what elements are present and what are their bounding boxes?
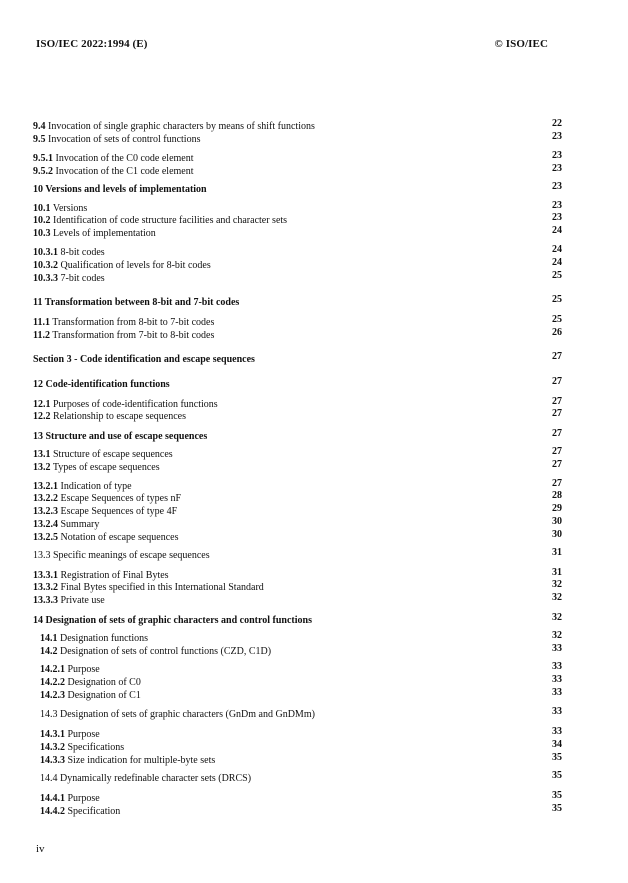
toc-entry[interactable] [33,378,170,391]
toc-title: Designation of sets of control functions (CZD, C1D) [60,646,272,657]
toc-entry[interactable] [33,549,210,562]
toc-section-number: 9.5.2 [33,166,53,177]
toc-section-number: 14.1 [40,633,58,644]
toc-section-number: 10.1 [33,203,51,214]
toc-title: 10 Versions and levels of implementation [33,184,207,195]
toc-page-number: 25 [552,314,562,325]
toc-entry[interactable] [33,448,173,461]
toc-title: Section 3 - Code identification and escape sequences [33,354,255,365]
toc-entry[interactable] [33,353,255,366]
toc-title: Invocation of the C1 code element [55,166,194,177]
toc-row [0,676,628,689]
toc-title: Invocation of sets of control functions [48,134,201,145]
toc-page-number: 23 [552,212,562,223]
toc-title: Structure of escape sequences [53,449,173,460]
toc-entry[interactable] [33,183,207,196]
toc-section-number: 9.5 [33,134,46,145]
toc-section-number: 13.3.1 [33,570,58,581]
toc-entry[interactable] [33,214,287,227]
toc-section-number: 13.2.1 [33,481,58,492]
toc-section-number: 14.4.1 [40,793,65,804]
toc-page-number: 32 [552,612,562,623]
toc-title: 13 Structure and use of escape sequences [33,431,208,442]
toc-page-number: 25 [552,294,562,305]
toc-entry[interactable] [33,614,312,627]
toc-title: Escape Sequences of type 4F [60,506,178,517]
toc-row [0,410,628,423]
toc-page-number: 27 [552,376,562,387]
toc-page-number: 23 [552,131,562,142]
toc-title: Purpose [67,793,100,804]
toc-row [0,518,628,531]
toc-section-number: 14.2.2 [40,677,65,688]
toc-title: Summary [60,519,100,530]
toc-entry[interactable] [40,805,120,818]
toc-section-number: 14.3.3 [40,755,65,766]
toc-section-number: 14.4.2 [40,806,65,817]
toc-entry[interactable] [40,792,100,805]
toc-page-number: 29 [552,503,562,514]
toc-entry[interactable] [33,120,315,133]
toc-section-number: 12.2 [33,411,51,422]
toc-row [0,259,628,272]
toc-entry[interactable] [33,531,179,544]
toc-row [0,689,628,702]
toc-title: 14 Designation of sets of graphic characters and control functions [33,615,312,626]
toc-entry[interactable] [40,676,141,689]
toc-title: 13.3 Specific meanings of escape sequences [33,550,210,561]
toc-entry[interactable] [33,152,194,165]
toc-section-number: 12.1 [33,399,51,410]
toc-row [0,632,628,645]
toc-section-number: 9.4 [33,121,46,132]
toc-row [0,448,628,461]
toc-page-number: 33 [552,674,562,685]
toc-section-number: 13.3.3 [33,595,58,606]
toc-page-number: 32 [552,630,562,641]
toc-section-number: 11.1 [33,317,50,328]
toc-row [0,792,628,805]
toc-section-number: 13.2.5 [33,532,58,543]
toc-page-number: 27 [552,428,562,439]
toc-row [0,183,628,196]
toc-page-number: 31 [552,547,562,558]
toc-title: Identification of code structure facilities and character sets [53,215,288,226]
toc-title: Types of escape sequences [52,462,160,473]
toc-page-number: 24 [552,244,562,255]
toc-row [0,805,628,818]
toc-row [0,353,628,366]
toc-row [0,492,628,505]
toc-page-number: 23 [552,163,562,174]
toc-title: Purpose [67,664,100,675]
toc-page-number: 33 [552,643,562,654]
toc-row [0,531,628,544]
toc-title: 7-bit codes [60,273,105,284]
toc-page-number: 31 [552,567,562,578]
toc-entry[interactable] [33,518,99,531]
toc-entry[interactable] [33,133,200,146]
toc-row [0,316,628,329]
toc-row [0,549,628,562]
page-number-footer: iv [36,843,45,855]
toc-entry[interactable] [33,461,160,474]
toc-page-number: 30 [552,529,562,540]
toc-title: Final Bytes specified in this International Standard [60,582,264,593]
toc-row [0,505,628,518]
toc-row [0,614,628,627]
toc-page-number: 26 [552,327,562,338]
toc-page-number: 33 [552,687,562,698]
toc-row [0,120,628,133]
toc-page-number: 34 [552,739,562,750]
toc-page-number: 27 [552,446,562,457]
toc-page-number: 35 [552,803,562,814]
toc-entry[interactable] [33,581,264,594]
toc-page-number: 22 [552,118,562,129]
toc-entry[interactable] [33,492,181,505]
toc-section-number: 14.3.2 [40,742,65,753]
toc-row [0,728,628,741]
toc-page-number: 27 [552,459,562,470]
toc-section-number: 14.2 [40,646,58,657]
toc-section-number: 10.2 [33,215,51,226]
toc-row [0,663,628,676]
toc-section-number: 14.3.1 [40,729,65,740]
toc-row [0,214,628,227]
toc-entry[interactable] [33,296,239,309]
toc-section-number: 13.3.2 [33,582,58,593]
toc-page-number: 33 [552,661,562,672]
toc-page-number: 35 [552,790,562,801]
toc-entry[interactable] [33,259,211,272]
toc-page-number: 27 [552,478,562,489]
toc-section-number: 13.2.4 [33,519,58,530]
toc-page-number: 23 [552,150,562,161]
toc-title: Purposes of code-identification functions [53,399,218,410]
toc-row [0,772,628,785]
toc-row [0,594,628,607]
toc-section-number: 10.3.1 [33,247,58,258]
toc-row [0,754,628,767]
toc-row [0,165,628,178]
toc-page-number: 23 [552,200,562,211]
toc-title: 8-bit codes [60,247,105,258]
toc-page-number: 35 [552,770,562,781]
document-id-header: ISO/IEC 2022:1994 (E) [36,38,148,50]
toc-title: Invocation of single graphic characters by means of shift functions [48,121,315,132]
toc-section-number: 9.5.1 [33,153,53,164]
toc-page-number: 33 [552,726,562,737]
toc-page-number: 24 [552,257,562,268]
toc-row [0,152,628,165]
toc-page-number: 27 [552,351,562,362]
toc-row [0,461,628,474]
toc-entry[interactable] [40,689,141,702]
toc-title: Qualification of levels for 8-bit codes [60,260,211,271]
toc-title: Transformation from 8-bit to 7-bit codes [52,317,215,328]
toc-title: Versions [52,203,88,214]
toc-row [0,581,628,594]
toc-page-number: 27 [552,396,562,407]
toc-page-number: 24 [552,225,562,236]
toc-title: 14.3 Designation of sets of graphic characters (GnDm and GnDMm) [40,709,315,720]
toc-section-number: 10.3 [33,228,51,239]
toc-page-number: 30 [552,516,562,527]
toc-page-number: 35 [552,752,562,763]
toc-page-number: 33 [552,706,562,717]
toc-entry[interactable] [33,165,194,178]
toc-section-number: 11.2 [33,330,50,341]
toc-entry[interactable] [40,754,215,767]
toc-row [0,708,628,721]
toc-entry[interactable] [33,316,214,329]
toc-title: Invocation of the C0 code element [55,153,194,164]
toc-title: 11 Transformation between 8-bit and 7-bit codes [33,297,240,308]
toc-title: 12 Code-identification functions [33,379,170,390]
toc-entry[interactable] [33,246,105,259]
toc-section-number: 14.2.1 [40,664,65,675]
toc-page-number: 28 [552,490,562,501]
toc-section-number: 13.1 [33,449,51,460]
toc-title: Specification [67,806,121,817]
toc-entry[interactable] [33,329,214,342]
toc-title: Registration of Final Bytes [60,570,169,581]
toc-entry[interactable] [40,728,100,741]
toc-row [0,133,628,146]
toc-row [0,378,628,391]
toc-entry[interactable] [40,645,271,658]
toc-title: Levels of implementation [53,228,156,239]
toc-row [0,329,628,342]
toc-row [0,227,628,240]
toc-title: Private use [60,595,105,606]
toc-title: Designation of C1 [67,690,141,701]
toc-entry[interactable] [33,505,177,518]
toc-page-number: 32 [552,579,562,590]
toc-title: Indication of type [60,481,132,492]
toc-title: Purpose [67,729,100,740]
toc-section-number: 13.2 [33,462,51,473]
toc-row [0,272,628,285]
toc-entry[interactable] [33,227,156,240]
toc-page-number: 27 [552,408,562,419]
toc-title: Specifications [67,742,125,753]
toc-section-number: 10.3.3 [33,273,58,284]
toc-page-number: 23 [552,181,562,192]
copyright-header: © ISO/IEC [494,38,548,50]
toc-title: Relationship to escape sequences [53,411,187,422]
toc-title: Designation of C0 [67,677,141,688]
toc-entry[interactable] [33,410,186,423]
toc-title: Notation of escape sequences [60,532,179,543]
toc-title: Transformation from 7-bit to 8-bit codes [52,330,215,341]
toc-entry[interactable] [33,272,105,285]
toc-title: Size indication for multiple-byte sets [67,755,216,766]
toc-title: Designation functions [60,633,149,644]
toc-entry[interactable] [40,772,251,785]
toc-section-number: 10.3.2 [33,260,58,271]
toc-row [0,741,628,754]
toc-entry[interactable] [40,708,315,721]
toc-row [0,246,628,259]
toc-entry[interactable] [40,741,124,754]
toc-row [0,645,628,658]
toc-row [0,296,628,309]
toc-entry[interactable] [40,663,100,676]
toc-entry[interactable] [40,632,148,645]
toc-title: 14.4 Dynamically redefinable character sets (DRCS) [40,773,252,784]
toc-page-number: 25 [552,270,562,281]
toc-section-number: 13.2.2 [33,493,58,504]
toc-entry[interactable] [33,594,105,607]
toc-section-number: 13.2.3 [33,506,58,517]
toc-title: Escape Sequences of types nF [60,493,182,504]
toc-section-number: 14.2.3 [40,690,65,701]
toc-page-number: 32 [552,592,562,603]
toc-entry[interactable] [33,430,207,443]
toc-row [0,430,628,443]
